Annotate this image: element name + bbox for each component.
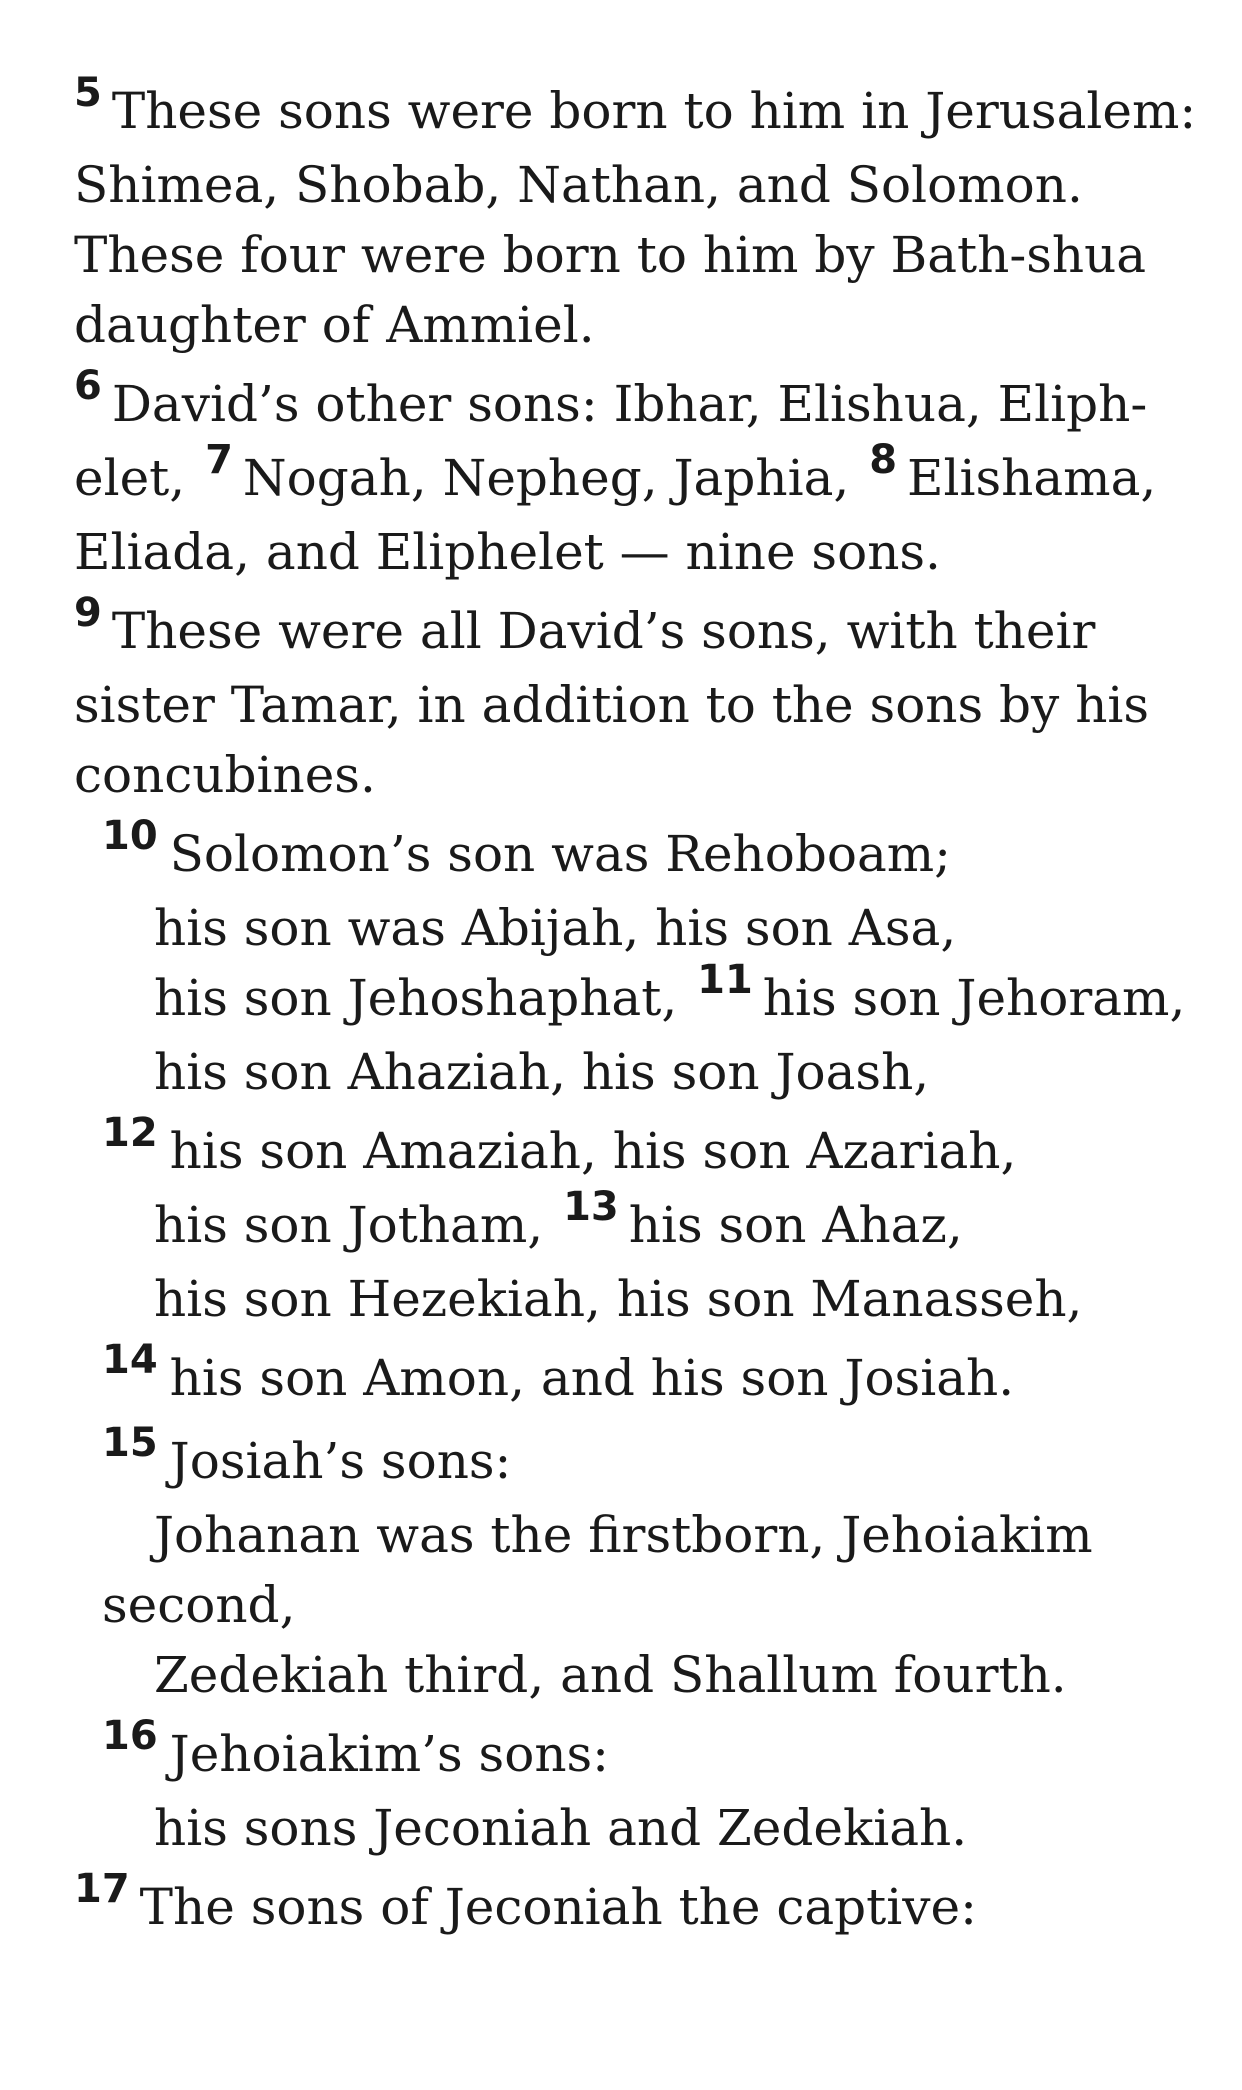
- verse-6-text-end: elet,: [74, 449, 186, 507]
- verse-12-text-end: his son Jotham,: [154, 1196, 544, 1254]
- verse-number-6: 6: [74, 363, 102, 409]
- verse-9-line-2: sister Tamar, in addition to the sons by his: [74, 676, 1150, 734]
- verse-9-line-3: concubines.: [74, 746, 376, 804]
- verse-5-line-4: daughter of Ammiel.: [74, 296, 595, 354]
- verse-number-11: 11: [697, 957, 753, 1003]
- verse-number-15: 15: [102, 1420, 158, 1466]
- verse-number-8: 8: [869, 437, 898, 483]
- verse-17-text: The sons of Jeconiah the captive:: [139, 1878, 977, 1936]
- paragraph-gap: [74, 810, 1204, 819]
- scripture-passage: [74, 70, 1204, 1946]
- verse-8-text: Elishama,: [907, 449, 1157, 507]
- verse-15-line-2: Johanan was the firstborn, Jehoiakim: [154, 1506, 1093, 1564]
- verse-16-line-1: [74, 1713, 1204, 1793]
- verse-5-line-2: Shimea, Shobab, Nathan, and Solomon.: [74, 156, 1083, 214]
- paragraph-gap: [74, 587, 1204, 596]
- verse-11-line-2: his son Ahaziah, his son Joash,: [154, 1043, 930, 1101]
- paragraph-gap: [74, 360, 1204, 369]
- verse-number-13: 13: [563, 1184, 619, 1230]
- stanza-gap: [74, 1334, 1204, 1343]
- verse-15-text: Josiah’s sons:: [169, 1432, 512, 1490]
- verse-16-line-2: his sons Jeconiah and Zedekiah.: [154, 1799, 968, 1857]
- verse-number-5: 5: [74, 70, 102, 116]
- verse-6-text: David’s other sons: Ibhar, Elishua, Eliph-: [111, 375, 1148, 433]
- verse-14-line-1: [74, 1337, 1204, 1417]
- verse-9-text: These were all David’s sons, with their: [111, 602, 1096, 660]
- verse-14-text: his son Amon, and his son Josiah.: [169, 1349, 1015, 1407]
- verse-7-text: Nogah, Nepheg, Japhia,: [242, 449, 850, 507]
- verse-15-line-4: Zedekiah third, and Shallum fourth.: [154, 1646, 1067, 1704]
- verse-5-line-1: [74, 70, 1204, 150]
- verse-17-line-1: [74, 1866, 1204, 1946]
- verse-number-10: 10: [102, 813, 158, 859]
- verse-number-9: 9: [74, 590, 102, 636]
- verse-10-line-3: [74, 957, 1204, 1037]
- verse-11-text: his son Jehoram,: [762, 969, 1186, 1027]
- verse-10-text: Solomon’s son was Rehoboam;: [169, 825, 952, 883]
- verse-number-14: 14: [102, 1337, 158, 1383]
- verse-5-text: These sons were born to him in Jerusalem:: [111, 82, 1197, 140]
- verse-6-line-2: [74, 437, 1204, 517]
- verse-number-7: 7: [205, 437, 233, 483]
- verse-16-text: Jehoiakim’s sons:: [169, 1725, 610, 1783]
- verse-12-line-1: [74, 1110, 1204, 1190]
- verse-13-line-2: his son Hezekiah, his son Manasseh,: [154, 1270, 1083, 1328]
- paragraph-gap: [74, 1863, 1204, 1872]
- stanza-gap: [74, 1710, 1204, 1719]
- verse-10-line-1: [74, 813, 1204, 893]
- verse-number-16: 16: [102, 1713, 158, 1759]
- verse-5-line-3: These four were born to him by Bath-shua: [74, 226, 1147, 284]
- verse-number-17: 17: [74, 1866, 130, 1912]
- verse-15-line-1: [74, 1420, 1204, 1500]
- verse-6-line-1: [74, 363, 1204, 443]
- verse-12-line-2: [74, 1184, 1204, 1264]
- verse-13-text: his son Ahaz,: [628, 1196, 963, 1254]
- verse-10-text-end: his son Jehoshaphat,: [154, 969, 678, 1027]
- verse-8-line-2: Eliada, and Eliphelet — nine sons.: [74, 523, 941, 581]
- verse-number-12: 12: [102, 1110, 158, 1156]
- verse-10-line-2: his son was Abijah, his son Asa,: [154, 899, 957, 957]
- stanza-gap: [74, 1417, 1204, 1426]
- stanza-gap: [74, 1107, 1204, 1116]
- verse-9-line-1: [74, 590, 1204, 670]
- verse-12-text: his son Amaziah, his son Azariah,: [169, 1122, 1017, 1180]
- verse-15-line-3: second,: [102, 1576, 296, 1634]
